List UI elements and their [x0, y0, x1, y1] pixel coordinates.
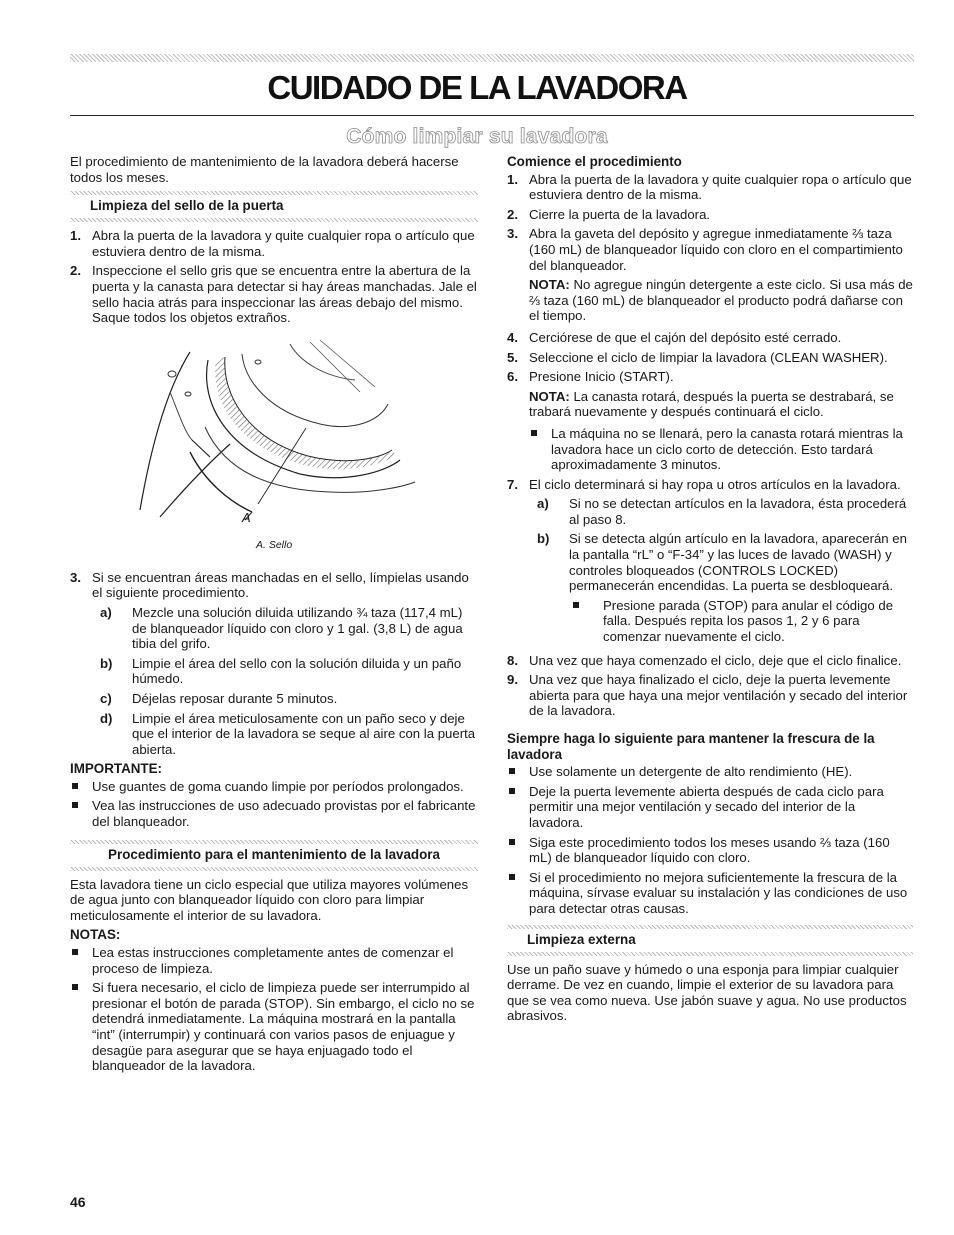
notes-label: NOTAS:	[70, 927, 121, 943]
maintenance-intro: Esta lavadora tiene un ciclo especial que utiliza mayores volúmenes de agua junto con blanqueador líquido con cloro para limpiar meticulosamente el interior de su lavadora.	[70, 876, 469, 923]
seal-step-2	[70, 263, 478, 325]
procedure-step-1	[507, 172, 913, 203]
notes-bullet-2: Si fuera necesario, el ciclo de limpieza puede ser interrumpido al presionar el botón de parada (STOP). Sin embargo, el ciclo no se detendrá inmediatamente. La máquina mostrará en la pantalla “int” (interrumpir) y continuará con varios pasos de enjuague y desagüe para asegurar que se haya enjuagado todo el blanqueador de la lavadora.	[70, 980, 478, 1074]
substep-text: Mezcle una solución diluida utilizando ¾ taza (117,4 mL) de blanqueador líquido con cloro y 1 gal. (3,8 L) de agua tibia del grifo.	[132, 604, 463, 652]
section-subtitle: Cómo limpiar su lavadora	[346, 125, 608, 148]
step-number: 2.	[507, 206, 518, 222]
step-number: 2.	[70, 263, 81, 279]
step-text: Cierre la puerta de la lavadora.	[529, 206, 711, 222]
substep-letter: a)	[537, 496, 549, 512]
freshness-bullet-1: Use solamente un detergente de alto rendimiento (HE).	[507, 764, 913, 780]
intro-paragraph: El procedimiento de mantenimiento de la lavadora deberá hacerse todos los meses.	[70, 154, 459, 185]
left-column	[70, 154, 478, 1078]
substep-text: Limpie el área meticulosamente con un paño seco y deje que el interior de la lavadora se seque al aire con la puerta abierta.	[132, 710, 476, 757]
step-number: 4.	[507, 329, 518, 345]
step-number: 5.	[507, 349, 518, 365]
substep-text: Si se detecta algún artículo en la lavadora, aparecerán en la pantalla “rL” o “F-34” y las luces de lavado (WASH) y controles bloqueados (CONTROLS LOCKED) permanecerán encendidas. La puerta se desbloqueará.	[569, 531, 907, 594]
procedure-step-6	[507, 369, 913, 385]
substep-letter: b)	[537, 531, 550, 547]
procedure-step-2	[507, 207, 913, 223]
important-bullet-1: Use guantes de goma cuando limpie por períodos prolongados.	[70, 779, 478, 795]
step-number: 1.	[507, 171, 518, 187]
seal-step-1	[70, 228, 478, 259]
substep-letter: a)	[100, 604, 112, 620]
seal-substep-c	[70, 691, 478, 707]
step-3-note	[507, 277, 913, 324]
note-label: NOTA:	[529, 388, 570, 404]
start-procedure-heading: Comience el procedimiento	[507, 154, 682, 169]
freshness-bullet-4: Si el procedimiento no mejora suficientemente la frescura de la máquina, sírvase evaluar su instalación y las condiciones de uso para detectar otras causas.	[507, 870, 913, 917]
step-number: 1.	[70, 228, 81, 244]
step-text: Si se encuentran áreas manchadas en el sello, límpielas usando el siguiente procedimiento.	[92, 569, 469, 601]
procedure-step-9	[507, 672, 913, 719]
step-text: Seleccione el ciclo de limpiar la lavadora (CLEAN WASHER).	[529, 349, 888, 365]
seal-cleaning-heading: Limpieza del sello de la puerta	[70, 191, 478, 222]
step-text: Cerciórese de que el cajón del depósito esté cerrado.	[529, 329, 842, 345]
figure-callout-letter: A	[242, 509, 251, 525]
procedure-step-5	[507, 350, 913, 366]
freshness-bullet-2: Deje la puerta levemente abierta después de cada ciclo para permitir una mejor ventilación y secado del interior de la lavadora.	[507, 784, 913, 831]
step-6-note	[507, 389, 913, 420]
step-7b-bullet: Presione parada (STOP) para anular el código de falla. Después repita los pasos 1, 2 y 6 para comenzar nuevamente el ciclo.	[507, 598, 913, 645]
note-text: La canasta rotará, después la puerta se destrabará, se trabará nuevamente y después continuará el ciclo.	[529, 388, 894, 420]
step-number: 8.	[507, 652, 518, 668]
exterior-cleaning-text: Use un paño suave y húmedo o una esponja para limpiar cualquier derrame. De vez en cuando, limpie el exterior de su lavadora para que se vea como nueva. Use jabón suave y agua. No use productos abrasivos.	[507, 961, 907, 1024]
step-number: 3.	[507, 226, 518, 242]
important-bullet-2: Vea las instrucciones de uso adecuado provistas por el fabricante del blanqueador.	[70, 798, 478, 829]
step-text: Una vez que haya finalizado el ciclo, deje la puerta levemente abierta para que haya una mejor ventilación y secado del interior de la lavadora.	[529, 672, 908, 719]
step-text: Abra la puerta de la lavadora y quite cualquier ropa o artículo que estuviera dentro de la misma.	[529, 171, 912, 203]
notes-bullet-1: Lea estas instrucciones completamente antes de comenzar el proceso de limpieza.	[70, 945, 478, 976]
step-text: Inspeccione el sello gris que se encuentra entre la abertura de la puerta y la canasta para detectar si hay áreas manchadas. Jale el sello hacia atrás para inspeccionar las áreas debajo del mismo. Saque todos los objetos extraños.	[92, 263, 477, 326]
step-number: 9.	[507, 672, 518, 688]
procedure-step-8	[507, 653, 913, 669]
step-7-substep-b	[507, 531, 913, 593]
title-rule	[70, 115, 914, 116]
seal-substep-d	[70, 711, 478, 758]
substep-letter: d)	[100, 710, 113, 726]
step-text: Presione Inicio (START).	[529, 369, 674, 385]
seal-step-3	[70, 570, 478, 601]
page-title: CUIDADO DE LA LAVADORA	[267, 69, 687, 106]
note-text: No agregue ningún detergente a este ciclo. Si usa más de ⅔ taza (160 mL) de blanqueador el producto podrá dañarse con el tiempo.	[529, 277, 913, 324]
important-label: IMPORTANTE:	[70, 761, 162, 777]
substep-text: Déjelas reposar durante 5 minutos.	[132, 690, 338, 706]
substep-text: Si no se detectan artículos en la lavadora, ésta procederá al paso 8.	[569, 496, 907, 527]
step-text: Abra la gaveta del depósito y agregue inmediatamente ⅔ taza (160 mL) de blanqueador líquido con cloro en el compartimiento del blanqueador.	[529, 226, 903, 273]
substep-letter: c)	[100, 690, 112, 706]
step-text: El ciclo determinará si hay ropa u otros artículos en la lavadora.	[529, 476, 901, 492]
door-seal-illustration	[70, 332, 478, 560]
figure-caption: A. Sello	[256, 538, 293, 551]
top-hatch-band	[70, 54, 914, 62]
seal-substep-b	[70, 656, 478, 687]
step-6-bullet: La máquina no se llenará, pero la canasta rotará mientras la lavadora hace un ciclo corto de detección. Esto tardará aproximadamente 3 minutos.	[507, 426, 913, 473]
maintenance-heading: Procedimiento para el mantenimiento de la lavadora	[70, 840, 478, 871]
step-number: 7.	[507, 476, 518, 492]
step-text: Una vez que haya comenzado el ciclo, deje que el ciclo finalice.	[529, 652, 902, 668]
right-column	[507, 154, 913, 1028]
procedure-step-3	[507, 226, 913, 273]
exterior-cleaning-heading: Limpieza externa	[507, 925, 913, 956]
step-7-substep-a	[507, 496, 913, 527]
note-label: NOTA:	[529, 277, 570, 293]
procedure-step-4	[507, 330, 913, 346]
procedure-step-7	[507, 477, 913, 493]
step-text: Abra la puerta de la lavadora y quite cualquier ropa o artículo que estuviera dentro de la misma.	[92, 228, 475, 259]
step-number: 3.	[70, 569, 81, 585]
substep-text: Limpie el área del sello con la solución diluida y un paño húmedo.	[132, 655, 462, 687]
freshness-bullet-3: Siga este procedimiento todos los meses usando ⅔ taza (160 mL) de blanqueador líquido con cloro.	[507, 835, 913, 866]
substep-letter: b)	[100, 655, 113, 671]
step-number: 6.	[507, 369, 518, 385]
freshness-heading: Siempre haga lo siguiente para mantener la frescura de la lavadora	[507, 731, 875, 762]
washer-door-seal-drawing	[130, 332, 420, 532]
seal-substep-a	[70, 605, 478, 652]
page-number: 46	[70, 1194, 86, 1210]
